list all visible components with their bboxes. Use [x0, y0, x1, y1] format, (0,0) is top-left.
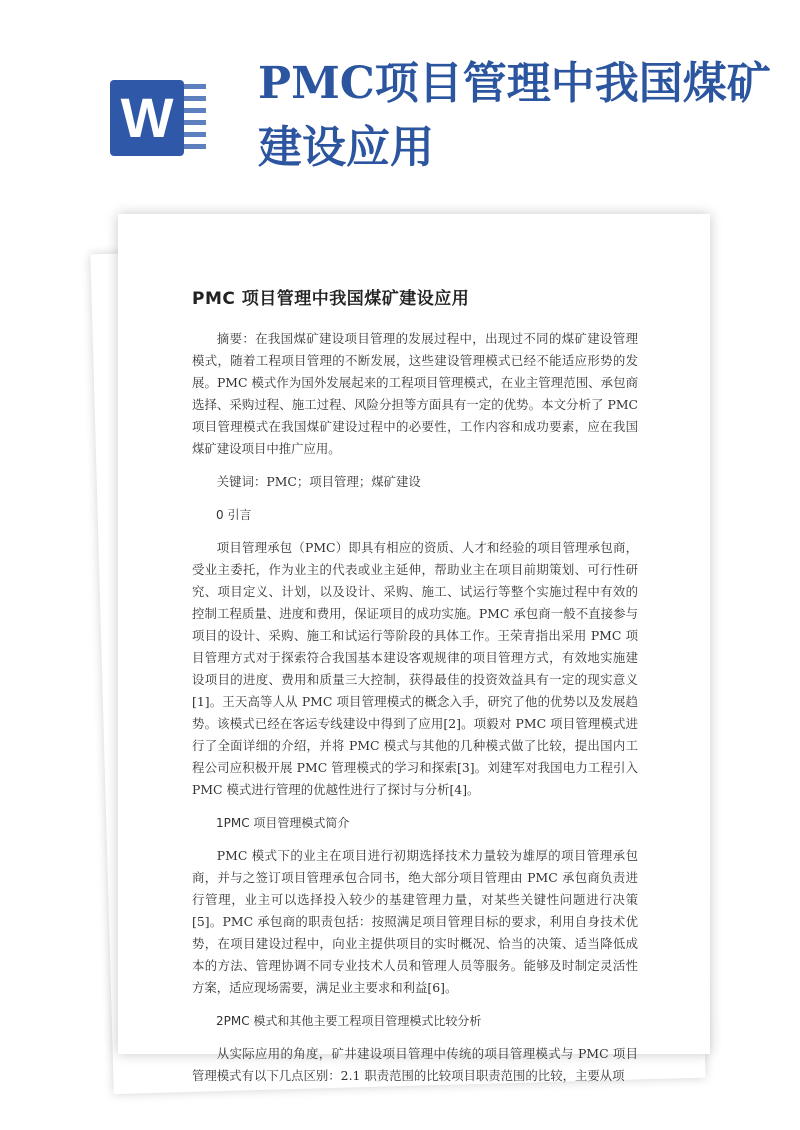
document-title: PMC 项目管理中我国煤矿建设应用	[192, 289, 470, 309]
abstract-paragraph: 摘要：在我国煤矿建设项目管理的发展过程中，出现过不同的煤矿建设管理模式，随着工程项目管理的不断发展，这些建设管理模式已经不能适应形势的发展。PMC 模式作为国外发展起来的工程项目管理模式，在业主管理范围、承包商选择、采购过程、施工过程、风险分担等方面具有一定的优势。本文分析了 PMC 项目管理模式在我国煤矿建设过程中的必要性，工作内容和成功要素，应在我国煤矿建设项目中推广应用。	[192, 331, 638, 456]
document-page	[118, 214, 710, 1083]
intro-paragraph: 项目管理承包（PMC）即具有相应的资质、人才和经验的项目管理承包商，受业主委托，作为业主的代表或业主延伸，帮助业主在项目前期策划、可行性研究、项目定义、计划，以及设计、采购、施工、试运行等整个实施过程中有效的控制工程质量、进度和费用，保证项目的成功实施。PMC 承包商一般不直接参与项目的设计、采购、施工和试运行等阶段的具体工作。王荣青指出采用 PMC 项目管理方式对于探索符合我国基本建设客观规律的项目管理方式，有效地实施建设项目的进度、费用和质量三大控制，获得最佳的投资效益具有一定的现实意义[1]。王天高等人从 PMC 项目管理模式的概念入手，研究了他的优势以及发展趋势。该模式已经在客运专线建设中得到了应用[2]。项毅对 PMC 项目管理模式进行了全面详细的介绍，并将 PMC 模式与其他的几种模式做了比较，提出国内工程公司应积极开展 PMC 管理模式的学习和探索[3]。刘建军对我国电力工程引入 PMC 模式进行管理的优越性进行了探讨与分析[4]。	[192, 540, 638, 797]
word-logo-letter: W	[110, 80, 184, 156]
section-1-paragraph: PMC 模式下的业主在项目进行初期选择技术力量较为雄厚的项目管理承包商，并与之签订项目管理承包合同书，绝大部分项目管理由 PMC 承包商负责进行管理，业主可以选择投入较少的基建管理力量，对某些关键性问题进行决策[5]。PMC 承包商的职责包括：按照满足项目管理目标的要求，利用自身技术优势，在项目建设过程中，向业主提供项目的实时概况、恰当的决策、适当降低成本的方法、管理协调不同专业技术人员和管理人员等服务。能够及时制定灵活性方案，适应现场需要，满足业主要求和利益[6]。	[192, 848, 638, 995]
section-heading-1: 1PMC 项目管理模式简介	[216, 816, 350, 830]
section-2-paragraph: 从实际应用的角度，矿井建设项目管理中传统的项目管理模式与 PMC 项目管理模式有以下几点区别：2.1 职责范围的比较项目职责范围的比较，主要从项	[192, 1046, 638, 1083]
banner	[0, 0, 800, 215]
word-document-icon	[110, 64, 220, 174]
keywords-line: 关键词：PMC；项目管理；煤矿建设	[216, 474, 421, 489]
section-heading-intro: 0 引言	[216, 508, 252, 522]
section-heading-2: 2PMC 模式和其他主要工程项目管理模式比较分析	[216, 1014, 482, 1028]
document-body	[192, 328, 638, 1087]
banner-title: PMC项目管理中我国煤矿建设应用	[258, 58, 771, 173]
